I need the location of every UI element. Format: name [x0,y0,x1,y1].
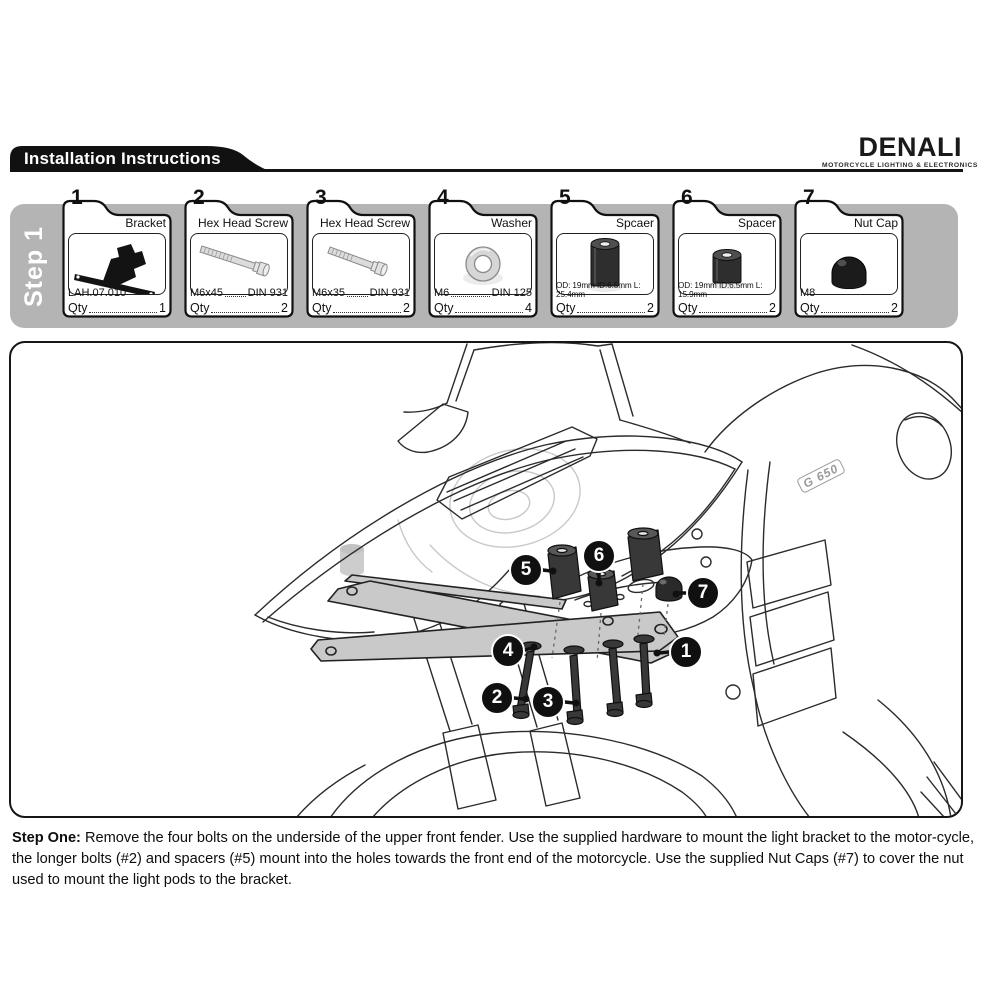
dotted-leader [455,312,523,313]
nut-cap-part [656,577,682,601]
part-box-nut-cap [792,186,906,320]
qty-value: 2 [769,301,776,315]
part-spec [434,286,532,299]
part-spec [678,281,776,299]
dotted-leader [89,312,157,313]
part-number: 5 [559,186,571,209]
qty-label: Qty [800,301,820,315]
spec-left: M6 [434,287,450,299]
bolt-part [564,646,584,725]
part-spec [190,286,288,299]
brand-name: DENALI [858,132,962,162]
diagram-frame [9,341,963,818]
qty-value: 2 [891,301,898,315]
dotted-leader [225,296,246,297]
nut-cap-icon [801,234,897,294]
qty-label: Qty [678,301,698,315]
qty-label: Qty [312,301,332,315]
part-box-bracket [60,186,174,320]
callout-1: 1 [669,635,703,669]
spec-right: DIN 931 [247,287,288,299]
dotted-leader [699,312,767,313]
step-one-text: Remove the four bolts on the underside of the upper front fender. Use the supplied hardware to mount the light bracket to the motor-cycle, the longer bolts (#2) and spacers (#5) mount into the holes towards the front end of the motorcycle. Use the supplied Nut Caps (#7) to cover the nut used to mount the light pods to the bracket. [12,830,975,889]
spec-right: DIN 931 [369,287,410,299]
callout-4: 4 [491,634,525,668]
part-spec [800,286,898,299]
part-box-hex-screw-35 [304,186,418,320]
brand-logo [822,132,978,169]
part-box-hex-screw-45 [182,186,296,320]
brand-tagline: MOTORCYCLE LIGHTING & ELECTRONICS [822,162,978,169]
part-number: 4 [437,186,449,209]
part-box-washer [426,186,540,320]
bracket-icon [69,234,165,294]
step-one-paragraph [12,828,996,891]
part-number: 6 [681,186,693,209]
qty-label: Qty [556,301,576,315]
dotted-leader [211,312,279,313]
part-qty [68,301,166,315]
spec-left: M6x35 [312,287,346,299]
part-number: 3 [315,186,327,209]
spec-left: M6x45 [190,287,224,299]
part-qty [556,301,654,315]
part-name: Spcaer [615,216,654,230]
part-name: Hex Head Screw [197,216,288,230]
qty-label: Qty [434,301,454,315]
part-qty [190,301,288,315]
washer-icon [435,234,531,294]
spec-left: OD: 19mm ID:6.5mm L: 25.4mm [556,281,641,299]
spec-left: LAH.07.010 [68,287,127,299]
callout-3: 3 [531,685,565,719]
part-qty [800,301,898,315]
part-box-spacer-short [670,186,784,320]
dotted-leader [821,312,889,313]
header-tab [10,146,272,172]
part-qty [434,301,532,315]
part-name: Nut Cap [853,216,898,230]
diagram-illustration [9,341,963,818]
qty-value: 1 [159,301,166,315]
dotted-leader [333,312,401,313]
hex-screw-icon [313,234,409,294]
part-spec [68,286,166,299]
part-qty [678,301,776,315]
step-one-label: Step One: [12,830,81,846]
part-spec [556,281,654,299]
spec-left: OD: 19mm ID:6.5mm L: 15.9mm [678,281,763,299]
dotted-leader [451,296,489,297]
callout-2: 2 [480,681,514,715]
callout-6: 6 [582,539,616,573]
spacer-short-part [588,569,618,611]
step-band-label [12,204,58,328]
part-name: Washer [491,216,532,230]
lower-fender [296,731,737,818]
page-title: Installation Instructions [24,149,221,168]
part-number: 1 [71,186,83,209]
part-spec [312,286,410,299]
spec-left: M8 [800,287,816,299]
spacer-long-part-2 [628,528,663,581]
callout-5: 5 [509,553,543,587]
side-shroud [705,345,963,818]
part-box-spacer-long [548,186,662,320]
part-number: 2 [193,186,205,209]
qty-value: 4 [525,301,532,315]
part-name: Hex Head Screw [319,216,410,230]
dotted-leader [347,296,368,297]
qty-label: Qty [190,301,210,315]
part-name: Bracket [125,216,166,230]
spec-right: DIN 125 [491,287,532,299]
step-band-text: Step 1 [20,225,49,307]
part-number: 7 [803,186,815,209]
part-name: Spacer [737,216,776,230]
qty-label: Qty [68,301,88,315]
part-qty [312,301,410,315]
model-badge: G 650 [796,458,846,494]
qty-value: 2 [281,301,288,315]
qty-value: 2 [403,301,410,315]
callout-7: 7 [686,576,720,610]
qty-value: 2 [647,301,654,315]
dotted-leader [577,312,645,313]
hex-screw-icon [191,234,287,294]
